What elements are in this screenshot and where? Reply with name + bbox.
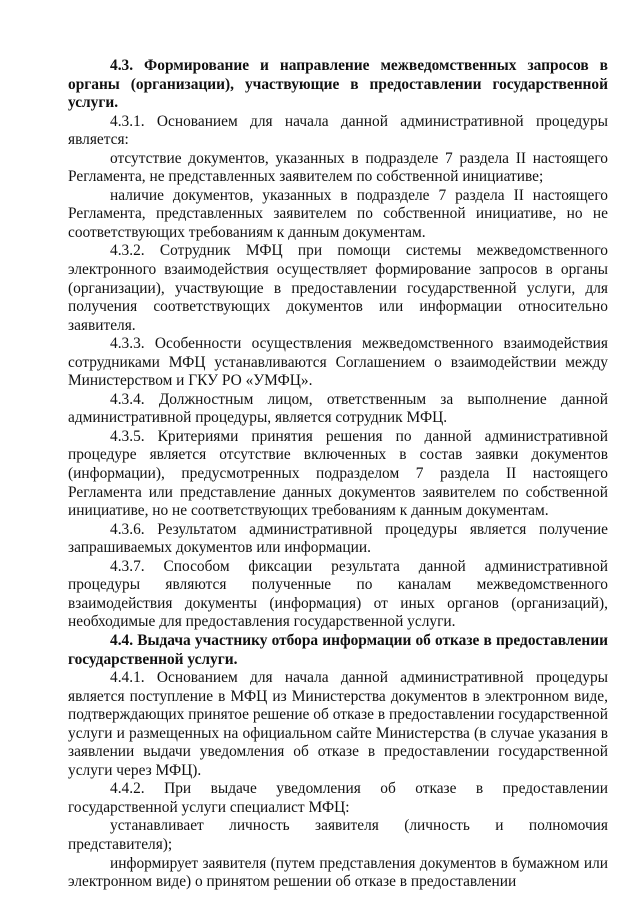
paragraph-4-3-7: 4.3.7. Способом фиксации результата данной административной процедуры являются полученные по каналам межведомственного взаимодействия документы (информация) от иных органов (организаций), необходимые для предоставления государственной услуги. [68, 557, 608, 631]
paragraph-4-4-2: 4.4.2. При выдаче уведомления об отказе в предоставлении государственной услуги специалист МФЦ: [68, 780, 608, 816]
paragraph-4-3-1-item-a: отсутствие документов, указанных в подразделе 7 раздела II настоящего Регламента, не представленных заявителем по собственной инициативе; [68, 149, 608, 186]
paragraph-4-4-2-item-b: информирует заявителя (путем представления документов в бумажном или электронном виде) о принятом решении об отказе в предоставлении [68, 854, 608, 891]
paragraph-4-3-4: 4.3.4. Должностным лицом, ответственным за выполнение данной административной процедуры, является сотрудник МФЦ. [68, 390, 608, 427]
document-page [68, 57, 608, 892]
paragraph-4-3-5: 4.3.5. Критериями принятия решения по данной административной процедуре является отсутствие включенных в состав заявки документов (информации), предусмотренных подразделом 7 раздела II настоящего Регламента или представление данных документов заявителем по собственной инициативе, но не соответствующих требованиям к данным документам. [68, 427, 608, 520]
section-heading-4-3: 4.3. Формирование и направление межведомственных запросов в органы (организации), участвующие в предоставлении государственной услуги. [68, 57, 608, 112]
paragraph-4-3-1-item-b: наличие документов, указанных в подразделе 7 раздела II настоящего Регламента, представленных заявителем по собственной инициативе, но не соответствующих требованиям к данным документам. [68, 186, 608, 241]
paragraph-4-3-3: 4.3.3. Особенности осуществления межведомственного взаимодействия сотрудниками МФЦ устанавливаются Соглашением о взаимодействии между Министерством и ГКУ РО «УМФЦ». [68, 335, 608, 390]
paragraph-4-3-1: 4.3.1. Основанием для начала данной административной процедуры является: [68, 112, 608, 149]
paragraph-4-4-1: 4.4.1. Основанием для начала данной административной процедуры является поступление в МФЦ из Министерства документов в электронном виде, подтверждающих принятое решение об отказе в предоставлении государственной услуги и размещенных на официальном сайте Министерства (в случае указания в заявлении выдачи уведомления об отказе в предоставлении государственной услуги через МФЦ). [68, 669, 608, 779]
paragraph-4-4-2-item-a: устанавливает личность заявителя (личность и полномочия представителя); [68, 817, 608, 853]
section-heading-4-4: 4.4. Выдача участнику отбора информации об отказе в предоставлении государственной услуги. [68, 631, 608, 668]
paragraph-4-3-2: 4.3.2. Сотрудник МФЦ при помощи системы межведомственного электронного взаимодействия осуществляет формирование запросов в органы (организации), участвующие в предоставлении государственной услуги, для получения соответствующих документов или информации относительно заявителя. [68, 242, 608, 334]
paragraph-4-3-6: 4.3.6. Результатом административной процедуры является получение запрашиваемых документов или информации. [68, 520, 608, 557]
